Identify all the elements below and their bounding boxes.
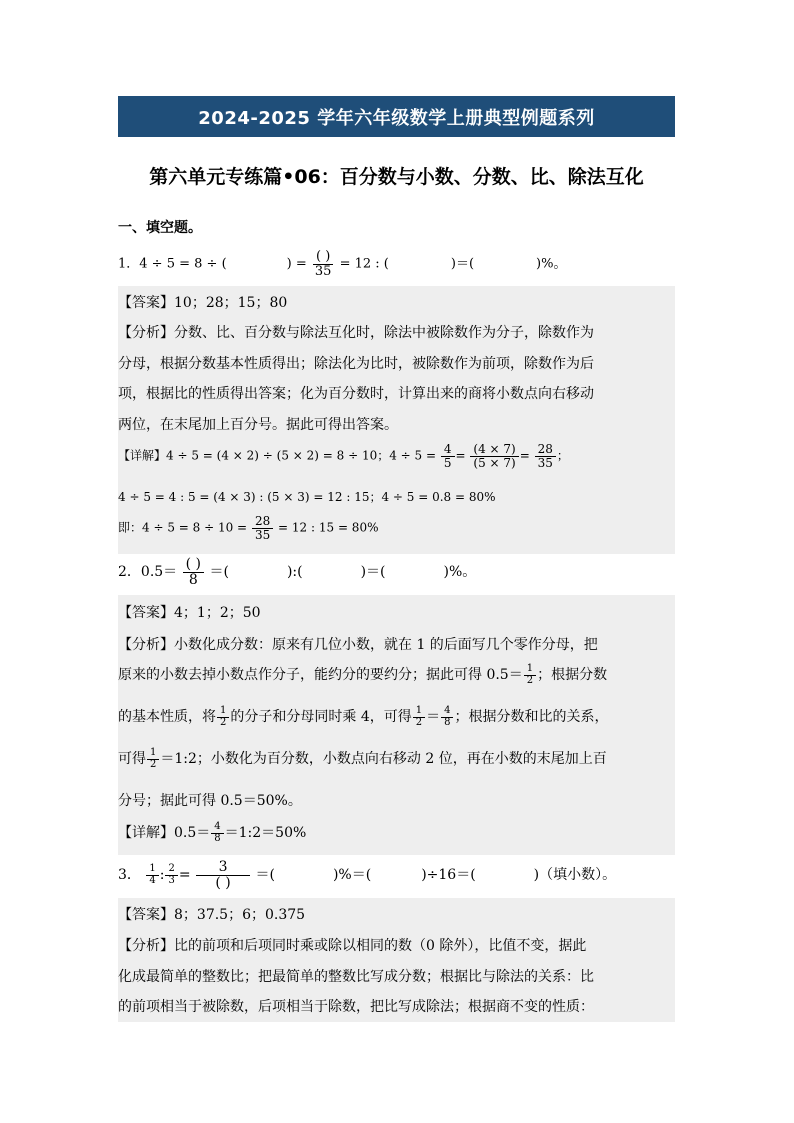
q2-end: )%。 [443,564,477,581]
fraction-28-35: $\frac{28}{35}$ [535,443,556,469]
q2-analysis-line: 分号；据此可得 0.5＝50%。 [118,793,302,809]
document-banner [118,96,675,137]
q1-analysis-line: 分母，根据分数基本性质得出；除法化为比时，被除数作为前项，除数作为后 [118,356,594,372]
question-2 [118,557,476,587]
q2-lead: 0.5＝ [140,564,178,581]
q3-fraction: $\frac{3}{( )}$ [196,860,250,890]
fraction-4x7-5x7: $\frac{(4 \times 7)}{(5 \times 7)}$ [470,443,518,469]
q1-analysis-line: 项，根据比的性质得出答案；化为百分数时，计算出来的商将小数点向右移动 [118,386,594,402]
section-heading: 一、填空题。 [118,220,202,236]
question-number: 1． [118,256,140,272]
q2-analysis-line: 可得 $\frac{1}{2}$ ＝1:2；小数化为百分数，小数点向右移动 2 位，再在小数的末尾加上百 [118,747,607,770]
q3-analysis-line: 化成最简单的整数比；把最简单的整数比写成分数；根据比与除法的关系：比 [118,969,594,985]
q1-fraction [312,250,335,278]
question-number: 2． [118,564,141,581]
fraction-1-2: $\frac{1}{2}$ [217,706,229,728]
fraction-28-35: $\frac{28}{35}$ [252,515,273,541]
eq-sign: = [455,448,466,463]
q3-answer: 【答案】8；37.5；6；0.375 [118,907,306,923]
q1-detail-a: 【详解】4 ÷ 5 = (4 × 2) ÷ (5 × 2) = 8 ÷ 10；4 ÷ 5 = [118,448,437,463]
q1-mid: = 12 : ( [339,256,389,272]
question-1 [118,250,566,278]
q1-detail-line-1 [118,443,569,469]
eq-sign: = [519,448,530,463]
q1-analysis-line: 两位，在末尾加上百分号。据此可得出答案。 [118,417,398,433]
q2-analysis-line: 的基本性质，将 $\frac{1}{2}$ 的分子和分母同时乘 4，可得 $\frac{1}{2}$ ＝ $\frac{4}{8}$ ；根据分数和比的关系， [118,705,609,728]
q1-line3a: 即：4 ÷ 5 = 8 ÷ 10 = [118,520,248,535]
fraction-1-2: $\frac{1}{2}$ [147,748,159,770]
fraction-4-5: $\frac{4}{5}$ [441,443,455,469]
q1-frac-den: 35 [314,263,332,279]
q2-answer: 【答案】4；1；2；50 [118,605,261,621]
q1-end1: )＝( [450,256,475,272]
q1-answer: 【答案】10；28；15；80 [118,295,288,311]
q3-analysis-line: 【分析】比的前项和后项同时乘或除以相同的数（0 除外），比值不变，据此 [118,938,587,954]
q1-frac-num: ( ) [313,250,333,265]
document-subtitle: 第六单元专练篇•06：百分数与小数、分数、比、除法互化 [149,166,644,188]
fraction-1-4: $\frac{1}{4}$ [146,864,158,886]
question-number: 3． [118,867,141,884]
q2-fraction: $\frac{( )}{8}$ [183,557,204,587]
q1-lead: 4 ÷ 5 = 8 ÷ ( [139,256,227,272]
q2-rest: ＝( [209,564,229,581]
q1-line3b: = 12 : 15 = 80% [278,520,379,535]
banner-title: 2024-2025 学年六年级数学上册典型例题系列 [198,107,595,129]
fraction-4-8: $\frac{4}{8}$ [441,706,453,728]
q2-colon: ):( [286,564,303,581]
fraction-2-3: $\frac{2}{3}$ [165,864,177,886]
q1-end2: )%。 [536,256,567,272]
q1-eq1: ) = [286,256,307,272]
q2-eq2: )＝( [360,564,386,581]
fraction-1-2: $\frac{1}{2}$ [524,664,536,686]
q2-detail: 【详解】0.5＝ $\frac{4}{8}$ ＝1:2＝50% [118,821,307,844]
q1-detail-line-3 [118,515,378,541]
fraction-1-2: $\frac{1}{2}$ [413,706,425,728]
question-3: 3． $\frac{1}{4}$ : $\frac{2}{3}$ = $\frac{3}{( )}$ ＝( )%＝( )÷16＝( )（填小数）。 [118,859,617,891]
q1-detail-line-2: 4 ÷ 5 = 4 : 5 = (4 × 3) : (5 × 3) = 12 : 15；4 ÷ 5 = 0.8 = 80% [118,490,496,504]
semicolon: ； [556,448,569,463]
fraction-4-8: $\frac{4}{8}$ [211,822,223,844]
q2-analysis-line: 原来的小数去掉小数点作分子，能约分的要约分；据此可得 0.5＝ $\frac{1}{2}$ ；根据分数 [118,663,608,686]
q3-analysis-line: 的前项相当于被除数，后项相当于除数，把比写成除法；根据商不变的性质： [118,999,594,1015]
q1-analysis-line: 【分析】分数、比、百分数与除法互化时，除法中被除数作为分子，除数作为 [118,325,594,341]
q2-analysis-line: 【分析】小数化成分数：原来有几位小数，就在 1 的后面写几个零作分母，把 [118,637,598,653]
